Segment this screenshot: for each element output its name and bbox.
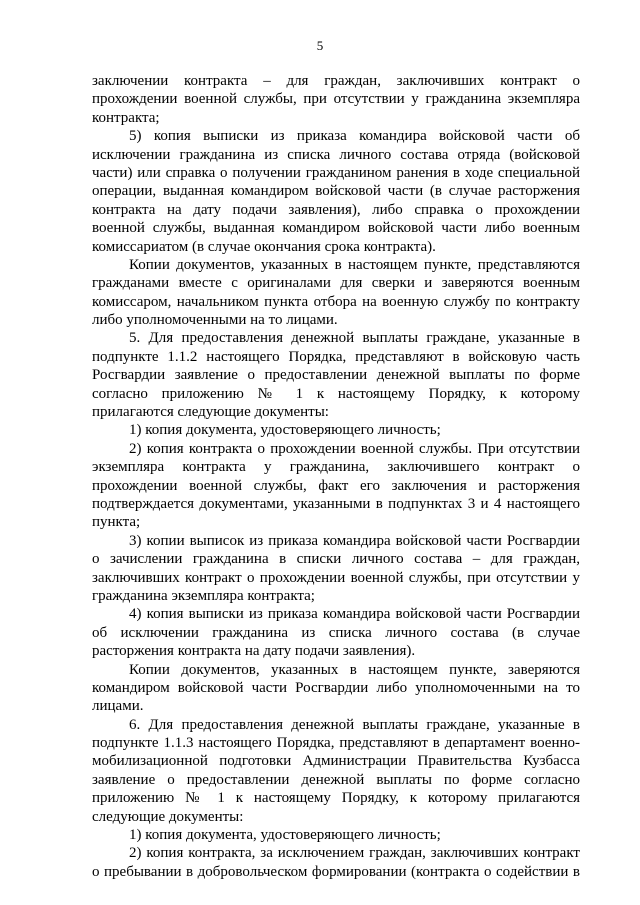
text-line: гражданина экземпляра контракта; <box>92 587 315 604</box>
text-line: прохождении военной службы, факт его заключения и расторжения <box>92 477 580 494</box>
text-line: Копии документов, указанных в настоящем пункте, представляются <box>129 256 580 273</box>
text-line: экземпляра контракта у гражданина, заключившего контракт о <box>92 459 580 476</box>
text-line: исключении гражданина из списка личного состава отряда (войсковой <box>92 146 580 163</box>
text-line: комиссаром, начальником пункта отбора на военную службу по контракту <box>92 293 580 310</box>
text-line: следующие документы: <box>92 808 244 825</box>
text-line: об исключении гражданина из списка личного состава (в случае <box>92 624 580 641</box>
text-line: либо уполномоченными на то лицами. <box>92 312 338 329</box>
text-line: прохождении военной службы, при отсутствии у гражданина экземпляра <box>92 91 580 108</box>
text-line: заключении контракта – для граждан, заключивших контракт о <box>92 73 580 89</box>
text-line: военной службы, выданная командиром войсковой части либо военным <box>92 220 580 237</box>
text-line: о зачислении гражданина в списки личного состава – для граждан, <box>92 551 580 568</box>
text-line: командиром войсковой части Росгвардии либо уполномоченными на то <box>92 679 580 696</box>
text-line: пункта; <box>92 514 141 531</box>
text-line: Копии документов, указанных в настоящем пункте, заверяются <box>129 661 580 678</box>
text-line: части) или справка о получении гражданином ранения в ходе специальной <box>92 164 580 181</box>
text-line: контракта на дату подачи заявления), либо справка о прохождении <box>92 201 580 218</box>
text-line: прилагаются следующие документы: <box>92 404 329 421</box>
text-line: комиссариатом (в случае окончания срока контракта). <box>92 238 436 255</box>
text-line: 1) копия документа, удостоверяющего личность; <box>129 827 441 844</box>
text-line: 3) копии выписок из приказа командира войсковой части Росгвардии <box>129 532 580 549</box>
text-line: 6. Для предоставления денежной выплаты граждане, указанные в <box>129 716 580 733</box>
text-line: мобилизационной подготовки Администрации Правительства Кузбасса <box>92 753 580 770</box>
text-line: лицами. <box>92 698 144 715</box>
text-line: согласно приложению № 1 к настоящему Порядку, к которому <box>92 385 580 402</box>
page-number: 5 <box>316 38 324 53</box>
text-line: 5. Для предоставления денежной выплаты гражданe, указанные в <box>129 330 580 347</box>
text-line: о пребывании в добровольческом формировании (контракта о содействии в <box>92 863 580 880</box>
text-line: Росгвардии заявление о предоставлении денежной выплаты по форме <box>92 367 580 384</box>
text-line: подпункте 1.1.3 настоящего Порядка, представляют в департамент военно- <box>92 735 580 752</box>
text-line: операции, выданная командиром войсковой части (в случае расторжения <box>92 183 580 200</box>
text-line: 1) копия документа, удостоверяющего личность; <box>129 422 441 439</box>
text-line: приложению № 1 к настоящему Порядку, к которому прилагаются <box>92 790 580 807</box>
text-line: 4) копия выписки из приказа командира войсковой части Росгвардии <box>129 606 580 623</box>
text-line: 2) копия контракта о прохождении военной службы. При отсутствии <box>129 440 580 457</box>
text-line: контракта; <box>92 109 160 126</box>
text-line: подтверждается документами, указанными в подпунктах 3 и 4 настоящего <box>92 495 580 512</box>
text-line: гражданами вместе с оригиналами для сверки и заверяются военным <box>92 275 580 292</box>
text-line: расторжения контракта на дату подачи заявления). <box>92 643 416 660</box>
text-line: подпункте 1.1.2 настоящего Порядка, представляют в войсковую часть <box>92 348 580 365</box>
text-line: заявление о предоставлении денежной выплаты по форме согласно <box>92 771 580 788</box>
body-text <box>92 72 580 881</box>
text-line: 2) копия контракта, за исключением граждан, заключивших контракт <box>129 845 580 862</box>
text-line: заключивших контракт о прохождении военной службы, при отсутствии у <box>92 569 580 586</box>
text-line: 5) копия выписки из приказа командира войсковой части об <box>129 128 580 145</box>
